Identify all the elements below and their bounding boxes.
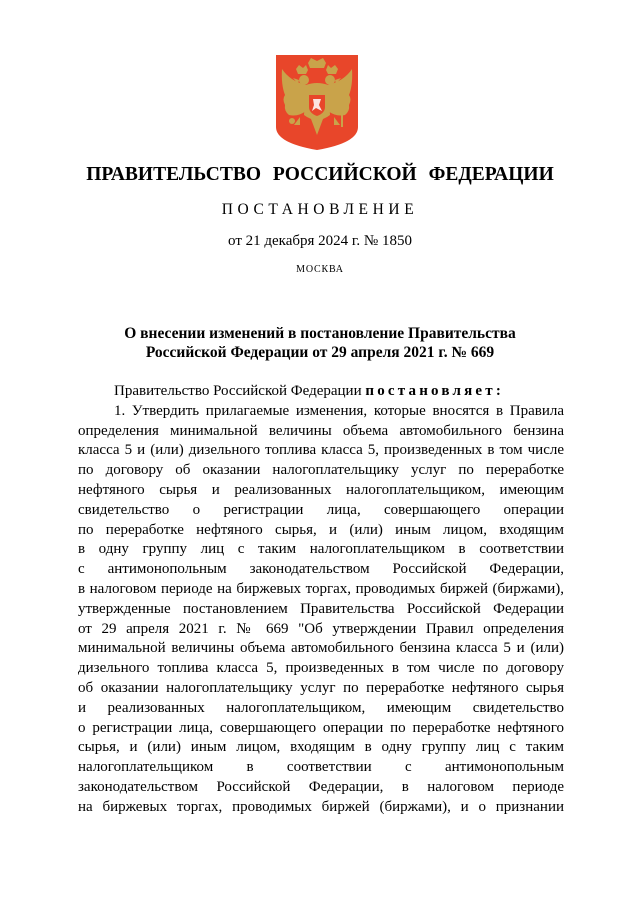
body-line: дизельного топлива класса 5, произведенных в том числе по договору bbox=[78, 660, 564, 677]
body-line: по договору об оказании налогоплательщику услуг по переработке bbox=[78, 462, 564, 479]
document-type: ПОСТАНОВЛЕНИЕ bbox=[221, 201, 419, 218]
body-line: минимальной величины объема автомобильного бензина класса 5 и (или) bbox=[78, 640, 564, 657]
body-line: утвержденные постановлением Правительства Российской Федерации bbox=[78, 600, 564, 617]
body-line: сырья, и (или) иным лицом, входящим в одну группу лиц с таким bbox=[78, 739, 564, 756]
body-line: по переработке нефтяного сырья, и (или) иным лицом, входящим bbox=[78, 521, 564, 538]
body-line: в налоговом периоде на биржевых торгах, проводимых биржей (биржами), bbox=[78, 580, 564, 597]
decree-word: постановляет: bbox=[365, 383, 505, 399]
subject-line: Российской Федерации от 29 апреля 2021 г. № 669 bbox=[145, 344, 495, 361]
body-line: от 29 апреля 2021 г. № 669 "Об утверждении Правил определения bbox=[78, 620, 564, 637]
intro-prefix: Правительство Российской Федерации bbox=[114, 383, 366, 399]
body-line: 1. Утвердить прилагаемые изменения, которые вносятся в Правила bbox=[114, 402, 564, 419]
body-line: класса 5 и (или) дизельного топлива класса 5, произведенных в том числе bbox=[78, 442, 564, 459]
document-body bbox=[78, 382, 564, 818]
body-line: о регистрации лица, совершающего операции по переработке нефтяного bbox=[78, 719, 564, 736]
body-line: об оказании налогоплательщику услуг по переработке нефтяного сырья bbox=[78, 679, 564, 696]
body-line: на биржевых торгах, проводимых биржей (биржами), и о признании bbox=[78, 798, 564, 815]
body-line: в одну группу лиц с таким налогоплательщиком в соответствии bbox=[78, 541, 564, 558]
document-subject bbox=[0, 324, 640, 362]
document-date-number: от 21 декабря 2024 г. № 1850 bbox=[228, 233, 412, 249]
government-name: ПРАВИТЕЛЬСТВО РОССИЙСКОЙ ФЕДЕРАЦИИ bbox=[86, 164, 554, 185]
intro-paragraph bbox=[78, 382, 564, 402]
body-line: определения минимальной величины объема автомобильного бензина bbox=[78, 422, 564, 439]
coat-of-arms-icon bbox=[276, 55, 358, 150]
body-line: и реализованных налогоплательщиком, имеющим свидетельство bbox=[78, 699, 564, 716]
body-line: налогоплательщиком в соответствии с антимонопольным bbox=[78, 759, 564, 776]
document-city: МОСКВА bbox=[296, 264, 344, 275]
body-line: нефтяного сырья и реализованных налогоплательщиком, имеющим bbox=[78, 481, 564, 498]
body-line: свидетельство о регистрации лица, совершающего операции bbox=[78, 501, 564, 518]
body-line: с антимонопольным законодательством Российской Федерации, bbox=[78, 561, 564, 578]
body-line: законодательством Российской Федерации, в налоговом периоде bbox=[78, 778, 564, 795]
subject-line: О внесении изменений в постановление Правительства bbox=[124, 325, 516, 342]
